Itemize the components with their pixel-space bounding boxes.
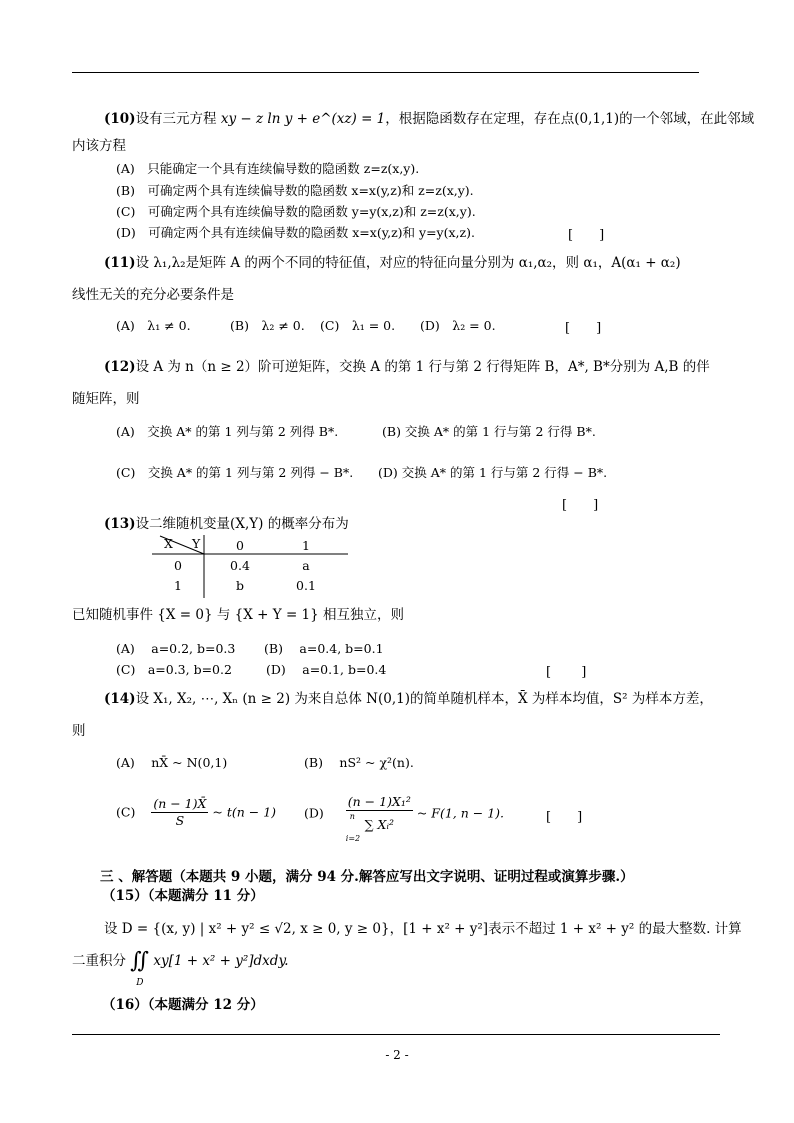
q14-option-d-tail: ~ F(1, n − 1). [416,805,505,821]
q10-option-c: (C) 可确定两个具有连续偏导数的隐函数 y=y(x,z)和 z=z(x,y). [116,204,476,219]
q11-text-b: 线性无关的充分必要条件是 [72,287,234,303]
col-header-0: 0 [236,537,244,553]
q14-sum-top: n [349,812,355,821]
cell-0-1: a [302,557,310,573]
q14-option-a: (A) nX̄ ~ N(0,1) [116,755,228,770]
q12-label: (12) [104,359,136,375]
q13-answer-bracket: [ ] [546,665,587,680]
q12-option-b: (B) 交换 A* 的第 1 行与第 2 行得 B*. [382,424,596,439]
q14-text-b: 则 [72,723,86,739]
q14-option-b: (B) nS² ~ χ²(n). [304,755,414,770]
corner-x: X [164,536,173,551]
q14-text-a: 设 X₁, X₂, ⋯, Xₙ (n ≥ 2) 为来自总体 N(0,1)的简单随机样本，X̄ 为样本均值，S² 为样本方差， [135,691,713,707]
double-integral-icon: ∬ [130,948,150,974]
table-row [152,575,336,595]
q10-option-d: (D) 可确定两个具有连续偏导数的隐函数 x=x(y,z)和 y=y(x,z). [116,225,475,240]
q11-label: (11) [104,255,136,271]
q11-text-a: 设 λ₁,λ₂是矩阵 A 的两个不同的特征值，对应的特征向量分别为 α₁,α₂，则 α₁，A(α₁ + α₂) [135,255,681,271]
q13-text-a: 设二维随机变量(X,Y) 的概率分布为 [135,516,349,532]
q11-option-d: (D) λ₂ = 0. [420,318,496,333]
q14-line1 [104,690,713,708]
q13-label: (13) [104,516,136,532]
q12-option-d: (D) 交换 A* 的第 1 行与第 2 行得 − B*. [378,465,608,480]
corner-y: Y [192,536,201,551]
q12-option-c: (C) 交换 A* 的第 1 列与第 2 列得 − B*. [116,465,354,480]
q11-option-a: (A) λ₁ ≠ 0. [116,318,191,333]
q15-integrand: xy[1 + x² + y²]dxdy. [153,953,289,969]
cell-1-0: b [235,577,244,593]
q14-option-c [116,796,276,829]
q14-option-c-tail: ~ t(n − 1) [212,804,277,820]
q10-equation: xy − z ln y + e^(xz) = 1 [220,111,386,127]
q15-integral-domain: D [136,978,144,988]
q15-text-a: 设 D = {(x, y) | x² + y² ≤ √2, x ≥ 0, y ≥ 0}，[1 + x² + y²]表示不超过 1 + x² + y² 的最大整数. 计算 [104,921,742,937]
q13-option-b: (B) a=0.4, b=0.1 [264,641,384,656]
q14-option-c-fraction [151,796,208,829]
q13-option-c: (C) a=0.3, b=0.2 [116,662,232,677]
q14-option-c-numerator: (n − 1)X̄ [153,796,207,811]
q14-option-c-label: (C) [116,804,136,820]
q10-text-a: 设有三元方程 [135,111,217,127]
q10-text-c: 内该方程 [72,138,126,154]
q13-text-b: 已知随机事件 {X = 0} 与 {X + Y = 1} 相互独立，则 [72,607,405,623]
q15-integral [130,948,150,988]
q14-option-d-numerator: (n − 1)X₁² [347,794,411,809]
footer-rule [72,1034,720,1035]
q10-option-b: (B) 可确定两个具有连续偏导数的隐函数 x=x(y,z)和 z=z(x,y). [116,183,474,198]
q14-option-c-denominator: S [175,813,185,828]
q14-option-d-fraction [345,794,413,843]
q11-option-b: (B) λ₂ ≠ 0. [230,318,305,333]
table-corner [152,535,204,555]
q13-option-d: (D) a=0.1, b=0.4 [266,662,387,677]
cell-0-0: 0.4 [230,557,250,573]
q12-text-b: 随矩阵，则 [72,391,140,407]
q11-option-c: (C) λ₁ = 0. [320,318,396,333]
q14-sum-bottom: i=2 [345,834,361,843]
page-number: - 2 - [385,1048,409,1062]
q14-option-d-label: (D) [304,805,324,821]
cell-1-1: 0.1 [296,577,316,593]
q14-option-d [304,794,505,843]
q12-option-a: (A) 交换 A* 的第 1 列与第 2 列得 B*. [116,424,339,439]
q14-label: (14) [104,691,136,707]
q11-answer-bracket: [ ] [565,321,602,336]
q15-line2 [72,948,289,988]
q14-answer-bracket: [ ] [546,810,583,825]
row-label-0: 0 [174,557,182,573]
q12-answer-bracket: [ ] [562,498,599,513]
q15-label: （15）（本题满分 11 分） [102,888,264,904]
q10-option-a: (A) 只能确定一个具有连续偏导数的隐函数 z=z(x,y). [116,161,420,176]
q14-option-d-denominator [345,811,413,843]
section-3-heading: 三 、解答题（本题共 9 小题，满分 94 分.解答应写出文字说明、证明过程或演算步骤.） [100,869,634,885]
table-row [152,555,336,575]
table-header-row [152,535,336,555]
probability-table [152,535,336,595]
q13-option-a: (A) a=0.2, b=0.3 [116,641,236,656]
q12-text-a: 设 A 为 n（n ≥ 2）阶可逆矩阵，交换 A 的第 1 行与第 2 行得矩阵 B，A*, B*分别为 A,B 的伴 [135,359,710,375]
q15-text-b-prefix: 二重积分 [72,953,126,969]
q16-label: （16）（本题满分 12 分） [102,997,264,1013]
q10-text-b: ，根据隐函数存在定理，存在点(0,1,1)的一个邻域，在此邻域 [385,111,755,127]
q14-sum-expression: ∑ Xᵢ² [364,817,394,832]
q10-answer-bracket: [ ] [568,228,605,243]
col-header-1: 1 [302,537,310,553]
q10-label: (10) [104,111,136,127]
row-label-1: 1 [174,577,182,593]
